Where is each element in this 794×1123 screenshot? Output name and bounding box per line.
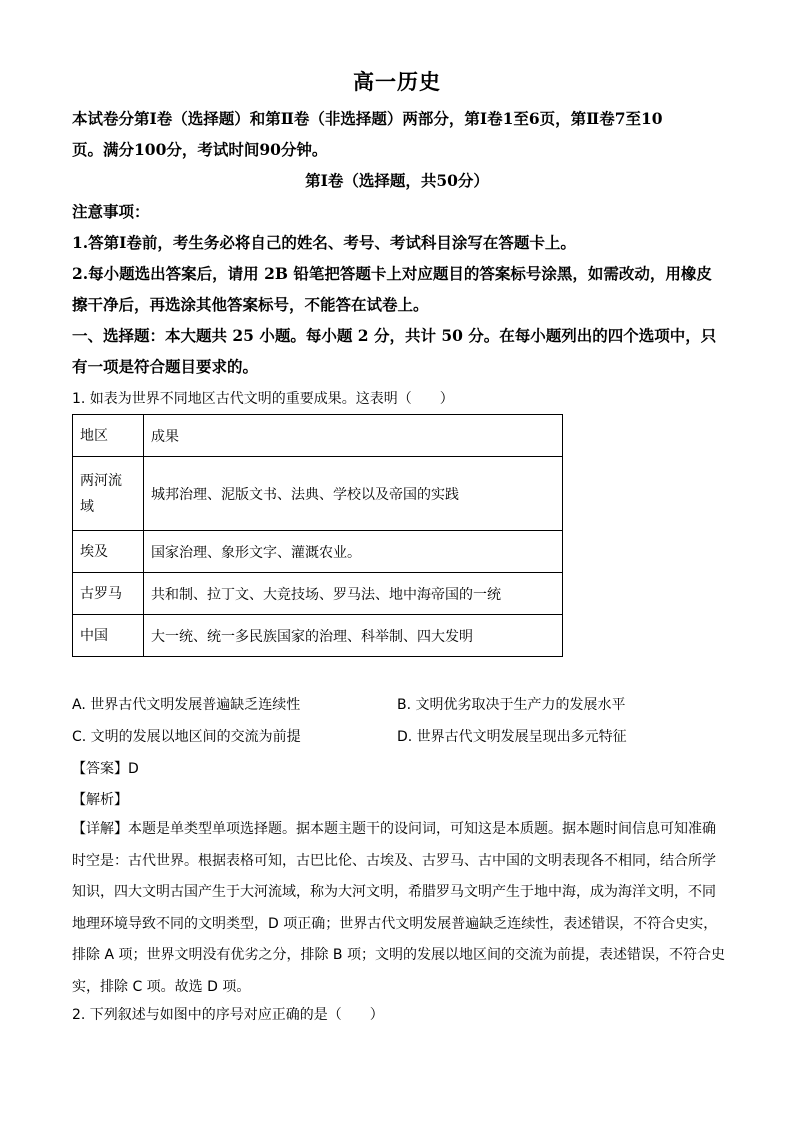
table-row xyxy=(73,573,563,615)
table-row xyxy=(73,615,563,657)
question-1-table xyxy=(72,414,563,657)
notice-heading: 注意事项： xyxy=(72,202,150,221)
analysis-label: 【解析】 xyxy=(72,792,128,808)
table-cell-region: 古罗马 xyxy=(73,573,144,615)
region-line: 两河流 xyxy=(80,472,122,489)
table-cell-region: 中国 xyxy=(73,615,144,657)
notice-2-line: 2.每小题选出答案后，请用 2B 铅笔把答题卡上对应题目的答案标号涂黑，如需改动，用橡皮 xyxy=(72,264,712,283)
option-d: D. 世界古代文明发展呈现出多元特征 xyxy=(397,729,627,745)
notice-item-2 xyxy=(72,258,722,320)
table-row xyxy=(73,531,563,573)
explanation-line: 【详解】本题是单类型单项选择题。据本题主题干的设问词，可知这是本质题。据本题时间信息可知准确 xyxy=(72,821,716,837)
table-header-region: 地区 xyxy=(73,415,144,457)
intro-paragraph xyxy=(72,103,722,165)
answer-line: 【答案】D xyxy=(72,761,139,777)
option-b: B. 文明优劣取决于生产力的发展水平 xyxy=(397,697,626,713)
table-cell-achievement: 大一统、统一多民族国家的治理、科举制、四大发明 xyxy=(144,615,563,657)
explanation-line: 实，排除 C 项。故选 D 项。 xyxy=(72,978,251,995)
intro-line: 页。满分100分，考试时间90分钟。 xyxy=(72,140,328,159)
region-line: 域 xyxy=(80,498,94,515)
table-cell-achievement: 国家治理、象形文字、灌溉农业。 xyxy=(144,531,563,573)
explanation-paragraph xyxy=(72,814,725,1003)
table-header-achievement: 成果 xyxy=(144,415,563,457)
table-cell-achievement: 共和制、拉丁文、大竞技场、罗马法、地中海帝国的一统 xyxy=(144,573,563,615)
section1-heading: 第Ⅰ卷（选择题，共50分） xyxy=(305,171,489,190)
intro-line: 本试卷分第Ⅰ卷（选择题）和第Ⅱ卷（非选择题）两部分，第Ⅰ卷1至6页，第Ⅱ卷7至10 xyxy=(72,109,663,128)
option-c: C. 文明的发展以地区间的交流为前提 xyxy=(72,729,301,745)
question-2-stem: 2. 下列叙述与如图中的序号对应正确的是（ ） xyxy=(72,1007,384,1023)
part1-line: 一、选择题：本大题共 25 小题。每小题 2 分，共计 50 分。在每小题列出的四个选项中，只 xyxy=(72,326,717,345)
table-header-row xyxy=(73,415,563,457)
page-title: 高一历史 xyxy=(353,69,441,94)
notice-2-line: 擦干净后，再选涂其他答案标号，不能答在试卷上。 xyxy=(72,295,429,314)
table-cell-achievement: 城邦治理、泥版文书、法典、学校以及帝国的实践 xyxy=(144,457,563,531)
question-1-stem: 1. 如表为世界不同地区古代文明的重要成果。这表明（ ） xyxy=(72,391,454,407)
part1-line: 有一项是符合题目要求的。 xyxy=(72,357,259,376)
explanation-line: 地理环境导致不同的文明类型，D 项正确；世界古代文明发展普遍缺乏连续性，表述错误，不符合史实， xyxy=(72,915,718,932)
table-cell-region xyxy=(73,457,144,531)
explanation-line: 排除 A 项；世界文明没有优劣之分，排除 B 项；文明的发展以地区间的交流为前提，表述错误，不符合史 xyxy=(72,947,725,963)
notice-item-1: 1.答第Ⅰ卷前，考生务必将自己的姓名、考号、考试科目涂写在答题卡上。 xyxy=(72,233,576,252)
table-cell-region: 埃及 xyxy=(73,531,144,573)
option-a: A. 世界古代文明发展普遍缺乏连续性 xyxy=(72,697,301,713)
explanation-line: 知识，四大文明古国产生于大河流域，称为大河文明，希腊罗马文明产生于地中海，成为海洋文明，不同 xyxy=(72,884,716,900)
table-row xyxy=(73,457,563,531)
explanation-line: 时空是：古代世界。根据表格可知，古巴比伦、古埃及、古罗马、古中国的文明表现各不相同，结合所学 xyxy=(72,852,716,869)
part1-instructions xyxy=(72,320,722,382)
